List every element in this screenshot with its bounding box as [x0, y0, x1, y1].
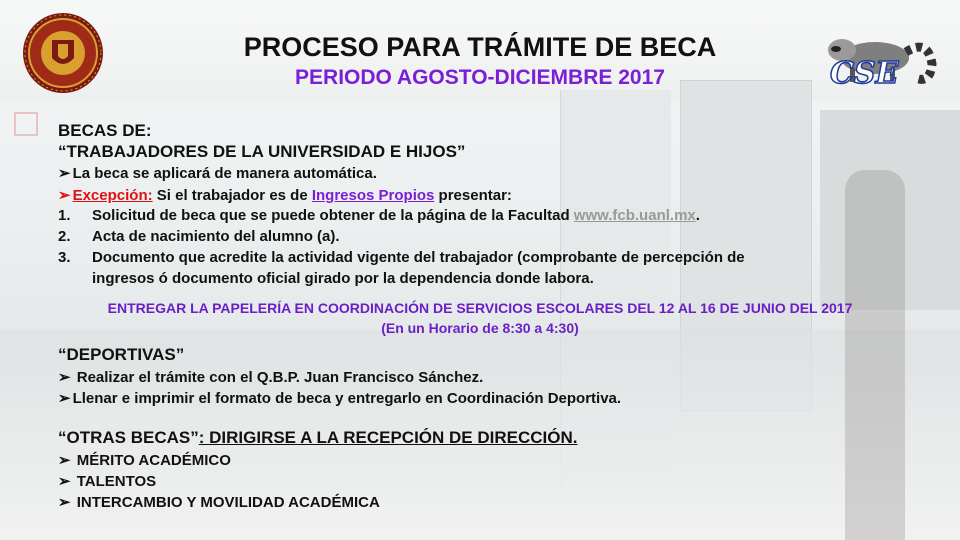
section1-subheading: “TRABAJADORES DE LA UNIVERSIDAD E HIJOS” — [58, 142, 466, 161]
arrow-bullet-icon: ➢ — [58, 390, 71, 407]
list-item: 3. Documento que acredite la actividad vigente del trabajador (comprobante de percepción de — [58, 249, 745, 266]
faculty-website-link[interactable]: www.fcb.uanl.mx — [573, 207, 696, 224]
list-item: 1. Solicitud de beca que se puede obtener de la página de la Facultad www.fcb.uanl.mx. — [58, 207, 700, 224]
exception-label: Excepción: — [72, 187, 153, 204]
arrow-bullet-icon: ➢ — [58, 494, 71, 511]
section2-heading: “DEPORTIVAS” — [58, 345, 185, 364]
page-title: PROCESO PARA TRÁMITE DE BECA — [243, 32, 717, 62]
arrow-bullet-icon: ➢ — [58, 452, 71, 469]
section2-bullet1: ➢ Realizar el trámite con el Q.B.P. Juan Francisco Sánchez. — [58, 369, 484, 386]
schedule-notice: (En un Horario de 8:30 a 4:30) — [381, 320, 579, 336]
list-item: ➢ TALENTOS — [58, 473, 157, 490]
list-item: 2. Acta de nacimiento del alumno (a). — [58, 228, 340, 245]
section1-heading: BECAS DE: — [58, 121, 152, 140]
arrow-bullet-icon: ➢ — [58, 369, 71, 386]
arrow-bullet-icon: ➢ — [58, 187, 71, 204]
section1-bullet1: ➢ La beca se aplicará de manera automática. — [58, 165, 377, 182]
exception-line: ➢ Excepción: Si el trabajador es de Ingresos Propios presentar: — [58, 187, 512, 204]
cse-logo-text: CSE — [830, 56, 899, 91]
section3-heading: “OTRAS BECAS”: DIRIGIRSE A LA RECEPCIÓN DE DIRECCIÓN. — [58, 428, 578, 447]
arrow-bullet-icon: ➢ — [58, 473, 71, 490]
section2-bullet2: ➢ Llenar e imprimir el formato de beca y entregarlo en Coordinación Deportiva. — [58, 390, 622, 407]
delivery-notice: ENTREGAR LA PAPELERÍA EN COORDINACIÓN DE SERVICIOS ESCOLARES DEL 12 AL 16 DE JUNIO DEL 2017 — [107, 300, 853, 316]
page-subtitle: PERIODO AGOSTO-DICIEMBRE 2017 — [295, 66, 665, 89]
ingresos-propios-link[interactable]: Ingresos Propios — [311, 187, 435, 204]
arrow-bullet-icon: ➢ — [58, 165, 71, 182]
list-item: ➢ MÉRITO ACADÉMICO — [58, 452, 231, 469]
list-item: ➢ INTERCAMBIO Y MOVILIDAD ACADÉMICA — [58, 494, 380, 511]
list-item-continuation: ingresos ó documento oficial girado por la dependencia donde labora. — [92, 270, 594, 287]
